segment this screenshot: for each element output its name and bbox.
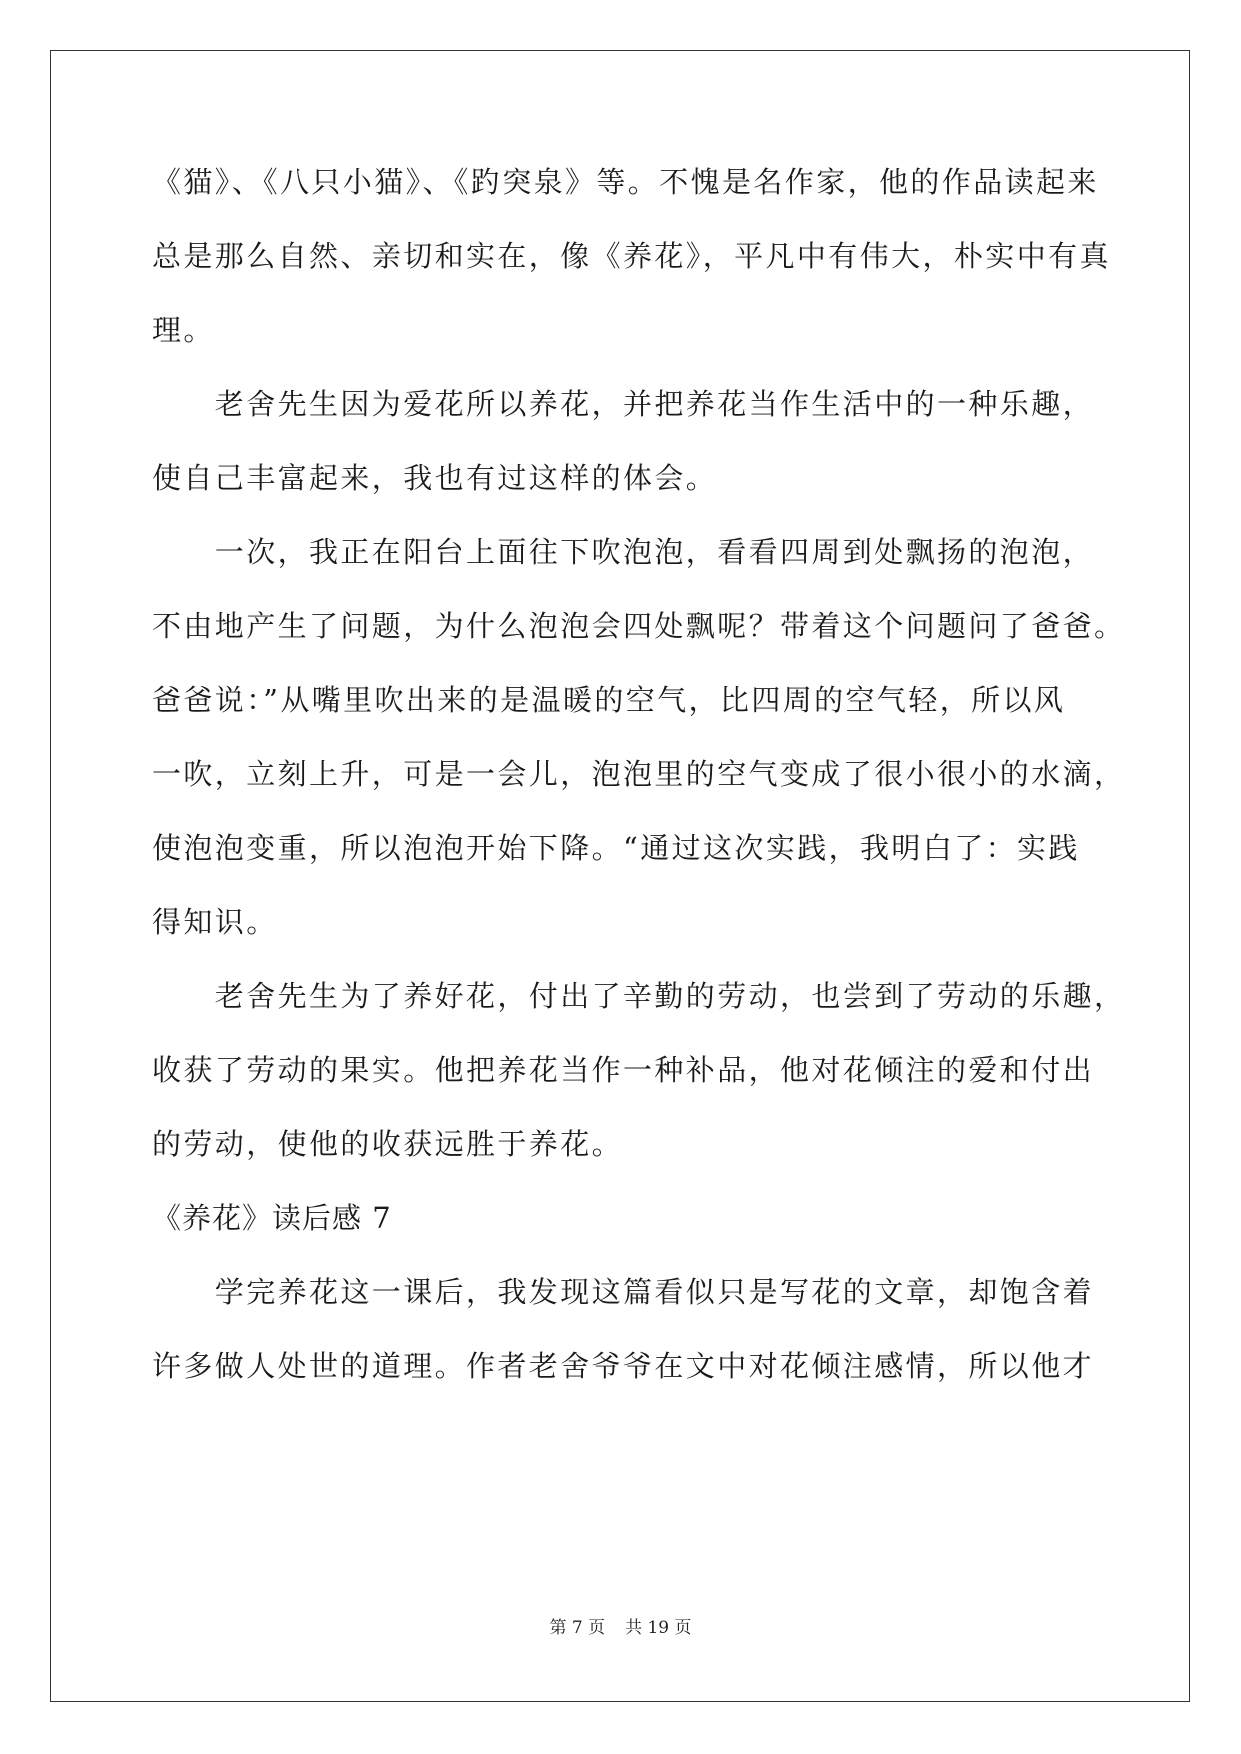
page-number: 第 7 页 (549, 1618, 606, 1638)
text-line: 一吹，立刻上升，可是一会儿，泡泡里的空气变成了很小很小的水滴， (152, 757, 1126, 791)
section-heading: 《养花》读后感 7 (152, 1201, 392, 1235)
text-line: 老舍先生为了养好花，付出了辛勤的劳动，也尝到了劳动的乐趣， (152, 979, 1126, 1013)
text-line: 使泡泡变重，所以泡泡开始下降。“通过这次实践，我明白了：实践 (152, 831, 1080, 865)
page-border (50, 50, 1190, 1702)
text-line: 的劳动，使他的收获远胜于养花。 (152, 1127, 624, 1161)
page-footer (0, 1617, 1241, 1639)
text-line: 得知识。 (152, 905, 278, 939)
page-total: 共 19 页 (625, 1618, 692, 1638)
text-line: 学完养花这一课后，我发现这篇看似只是写花的文章，却饱含着 (152, 1275, 1095, 1309)
text-line: 总是那么自然、亲切和实在，像《养花》，平凡中有伟大，朴实中有真 (152, 239, 1111, 273)
text-line: 理。 (152, 313, 215, 347)
text-line: 不由地产生了问题，为什么泡泡会四处飘呢？带着这个问题问了爸爸。 (152, 609, 1126, 643)
text-line: 收获了劳动的果实。他把养花当作一种补品，他对花倾注的爱和付出 (152, 1053, 1095, 1087)
text-line: 许多做人处世的道理。作者老舍爷爷在文中对花倾注感情，所以他才 (152, 1349, 1095, 1383)
text-line: 爸爸说：”从嘴里吹出来的是温暖的空气，比四周的空气轻，所以风 (152, 683, 1066, 717)
text-line: 《猫》、《八只小猫》、《趵突泉》等。不愧是名作家，他的作品读起来 (152, 165, 1099, 199)
text-line: 使自己丰富起来，我也有过这样的体会。 (152, 461, 718, 495)
text-line: 老舍先生因为爱花所以养花，并把养花当作生活中的一种乐趣， (152, 387, 1095, 421)
text-line: 一次，我正在阳台上面往下吹泡泡，看看四周到处飘扬的泡泡， (152, 535, 1095, 569)
